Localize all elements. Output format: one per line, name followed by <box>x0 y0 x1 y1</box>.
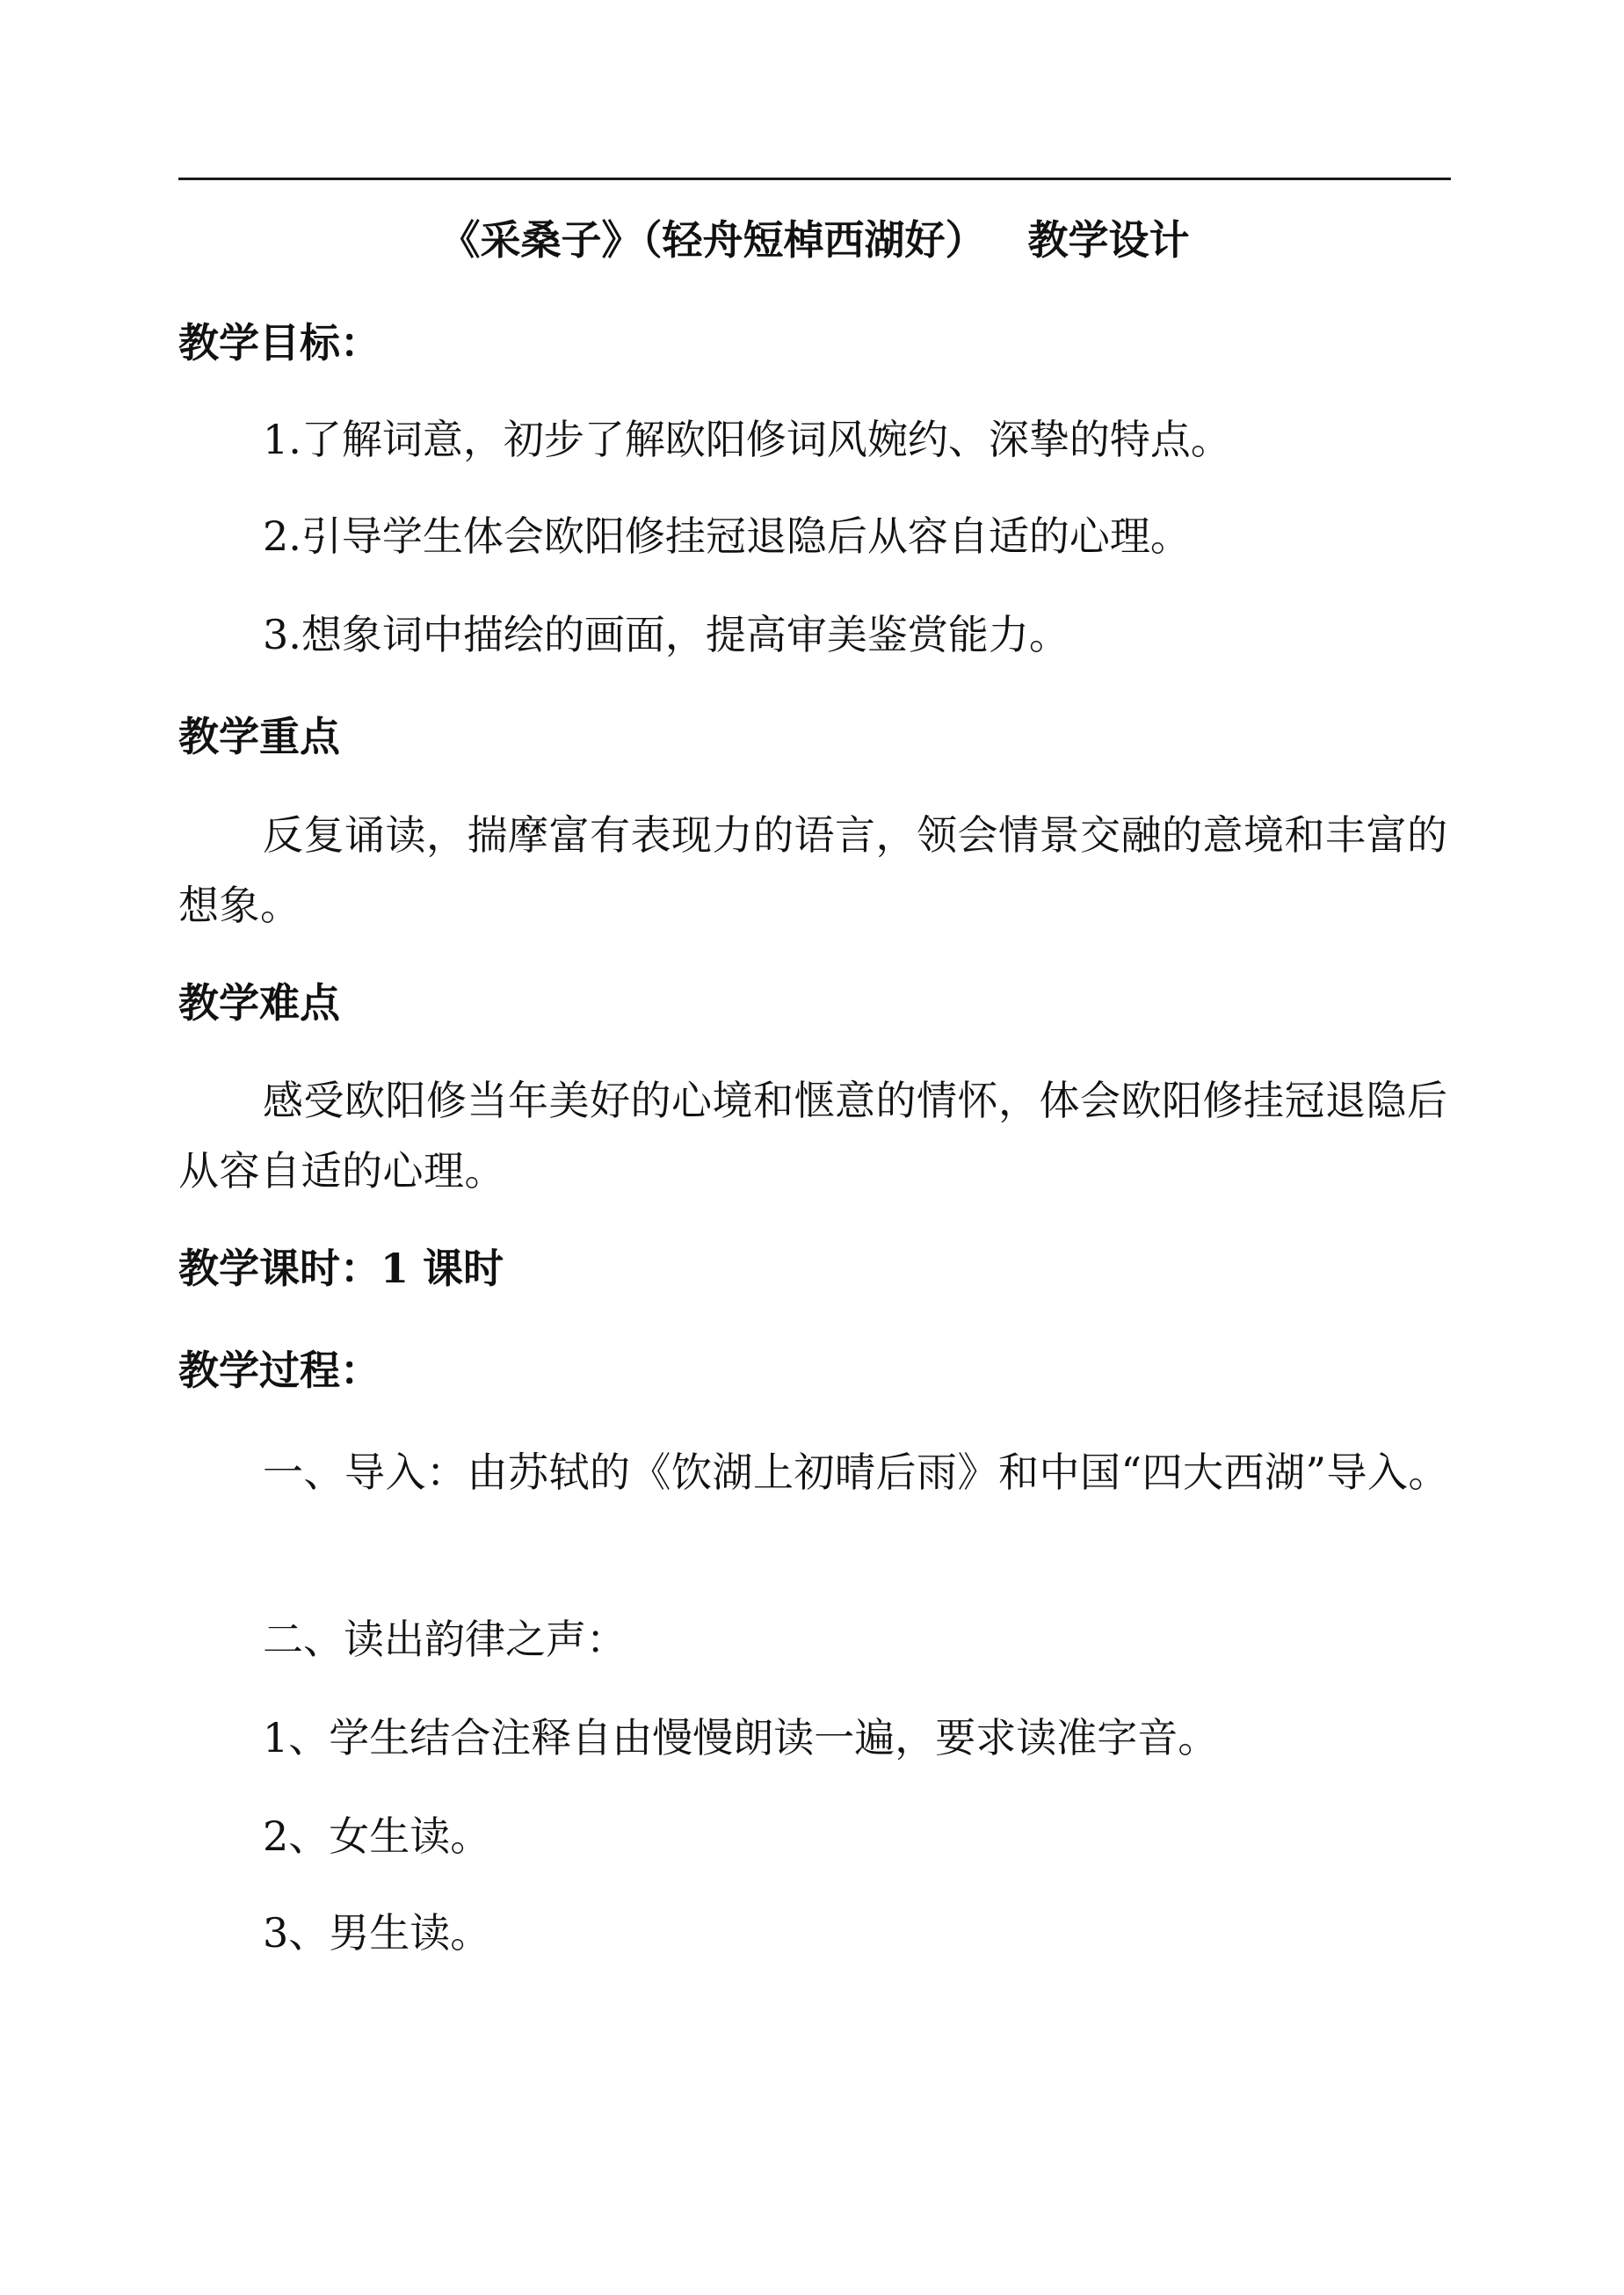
process-item-3: 3、男生读。 <box>263 1909 491 1957</box>
goals-heading: 教学目标： <box>178 319 381 367</box>
duration-heading: 教学课时：1 课时 <box>178 1245 504 1292</box>
process-heading: 教学过程： <box>178 1347 381 1394</box>
process-step-two: 二、读出韵律之声： <box>263 1616 627 1663</box>
goal-item-3: 3.想象词中描绘的画面，提高审美鉴赏能力。 <box>263 611 1069 658</box>
process-item-2: 2、女生读。 <box>263 1812 491 1860</box>
difficulty-text: 感受欧阳修当年美好的心境和惬意的情怀，体会欧阳修挂冠退隐后从容自适的心理。 <box>178 1077 1448 1195</box>
goal-item-1: 1.了解词意，初步了解欧阳修词风婉约、深挚的特点。 <box>263 416 1231 463</box>
process-item-1: 1、学生结合注释自由慢慢朗读一遍，要求读准字音。 <box>263 1714 1219 1761</box>
key-point-heading: 教学重点 <box>178 713 340 760</box>
header-rule <box>178 178 1451 180</box>
process-intro: 一、导入：由苏轼的《饮湖上初晴后雨》和中国“四大西湖”导入。 <box>263 1449 1450 1496</box>
goal-item-2: 2.引导学生体会欧阳修挂冠退隐后从容自适的心理。 <box>263 512 1191 560</box>
document-title: 《采桑子》（轻舟短棹西湖好） 教学设计 <box>439 216 1190 264</box>
key-point-text: 反复诵读，揣摩富有表现力的语言，领会情景交融的意境和丰富的想象。 <box>178 811 1448 929</box>
difficulty-heading: 教学难点 <box>178 979 340 1027</box>
